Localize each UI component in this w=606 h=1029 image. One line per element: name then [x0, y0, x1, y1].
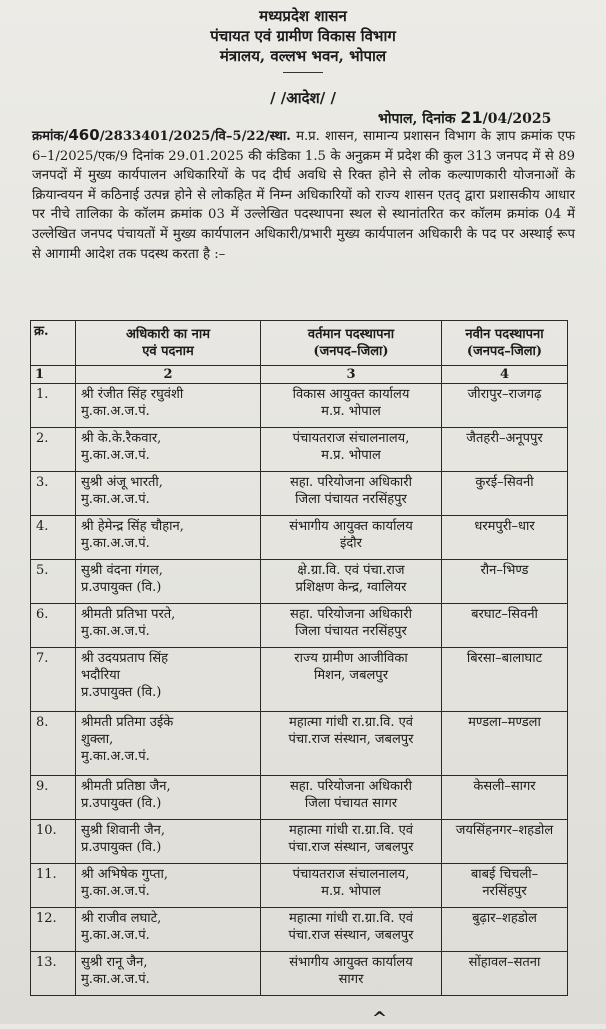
current-posting-line2: इंदौर: [340, 536, 362, 551]
reference-number: [32, 126, 291, 144]
officer-name-line2: मु.का.अ.ज.पं.: [81, 404, 150, 419]
current-posting-cell: [261, 428, 442, 472]
current-posting-line2: पंचा.राज संस्थान, जबलपुर: [288, 928, 414, 943]
new-posting-line1: रौन–भिण्ड: [480, 563, 529, 578]
current-posting-cell: [261, 864, 442, 908]
header-new-line2: (जनपद–जिला): [466, 344, 543, 359]
new-posting-line1: बरघाट–सिवनी: [471, 607, 538, 622]
column-number: 1: [31, 366, 76, 384]
current-posting-cell: [261, 908, 442, 952]
table-row: [31, 864, 568, 908]
officer-name: श्री रंजीत सिंह रघुवंशी: [81, 387, 184, 402]
current-posting-cell: [261, 952, 442, 996]
current-posting-line1: महात्मा गांधी रा.ग्रा.वि. एवं: [288, 911, 414, 926]
new-posting-line1: जीरापुर–राजगढ़: [467, 387, 542, 402]
current-posting-line1: संभागीय आयुक्त कार्यालय: [289, 519, 413, 534]
current-posting-line1: सहा. परियोजना अधिकारी: [290, 779, 412, 794]
officer-name-line2: मु.का.अ.ज.पं.: [81, 624, 150, 639]
current-posting-line2: जिला पंचायत नरसिंहपुर: [295, 492, 407, 507]
current-posting-cell: [261, 820, 442, 864]
new-posting-line1: जैतहरी–अनूपपुर: [466, 431, 543, 446]
officer-name-line2: मु.का.अ.ज.पं.: [81, 972, 150, 987]
new-posting-cell: [442, 428, 568, 472]
new-posting-cell: [442, 864, 568, 908]
current-posting-line1: महात्मा गांधी रा.ग्रा.वि. एवं: [288, 715, 414, 730]
current-posting-line1: क्षे.ग्रा.वि. एवं पंचा.राज: [297, 563, 405, 578]
officer-name-cell: [76, 560, 261, 604]
current-posting-cell: [261, 384, 442, 428]
header-department: पंचायत एवं ग्रामीण विकास विभाग: [210, 27, 396, 45]
current-posting-line2: जिला पंचायत नरसिंहपुर: [295, 624, 407, 639]
new-posting-line1: बिरसा–बालाघाट: [466, 651, 543, 666]
new-posting-line1: मण्डला–मण्डला: [468, 715, 541, 730]
officer-name-cell: [76, 776, 261, 820]
header-current-posting: [261, 321, 442, 366]
table-body: [31, 384, 568, 996]
new-posting-line1: सोंहावल–सतना: [468, 955, 541, 970]
officer-name-line3: प्र.उपायुक्त (वि.): [81, 685, 162, 700]
officer-name-line2: मु.का.अ.ज.पं.: [81, 536, 150, 551]
header-new-posting: [442, 321, 568, 366]
new-posting-line1: जयसिंहनगर–शहडोल: [455, 823, 554, 838]
new-posting-cell: [442, 648, 568, 712]
column-number: 2: [76, 366, 261, 384]
officer-name: श्री हेमेन्द्र सिंह चौहान,: [81, 519, 184, 534]
new-posting-line2: नरसिंहपुर: [482, 884, 527, 899]
current-posting-line2: म.प्र. भोपाल: [321, 884, 381, 899]
new-posting-line1: बाबई चिचली–: [470, 867, 539, 882]
serial-number: 7.: [31, 648, 76, 712]
table-row: [31, 604, 568, 648]
current-posting-line2: मिशन, जबलपुर: [313, 668, 389, 683]
officer-name-line2: मु.का.अ.ज.पं.: [81, 928, 150, 943]
serial-number: 2.: [31, 428, 76, 472]
officer-name-cell: [76, 648, 261, 712]
table-row: [31, 428, 568, 472]
new-posting-cell: [442, 952, 568, 996]
new-posting-line1: कुरई–सिवनी: [475, 475, 534, 490]
current-posting-line1: राज्य ग्रामीण आजीविका: [294, 651, 408, 666]
officer-name-cell: [76, 472, 261, 516]
new-posting-cell: [442, 604, 568, 648]
officer-name-cell: [76, 820, 261, 864]
column-number-row: [31, 366, 568, 384]
table-row: [31, 516, 568, 560]
column-number: 4: [442, 366, 568, 384]
current-posting-line1: महात्मा गांधी रा.ग्रा.वि. एवं: [288, 823, 414, 838]
table-row: [31, 908, 568, 952]
header-name-line2: एवं पदनाम: [142, 344, 194, 359]
officer-name: सुश्री वंदना गंगल,: [81, 563, 163, 578]
current-posting-line2: सागर: [338, 972, 364, 987]
officer-name-cell: [76, 604, 261, 648]
new-posting-cell: [442, 712, 568, 776]
current-posting-cell: [261, 604, 442, 648]
serial-number: 4.: [31, 516, 76, 560]
officer-name-line2: प्र.उपायुक्त (वि.): [81, 580, 162, 595]
header-divider: [283, 72, 323, 73]
current-posting-line1: सहा. परियोजना अधिकारी: [290, 475, 412, 490]
officer-name: श्री के.के.रैकवार,: [81, 431, 162, 446]
officer-name-cell: [76, 384, 261, 428]
officer-name-cell: [76, 712, 261, 776]
date-rest: /04/2025: [482, 111, 552, 127]
date-prefix: भोपाल, दिनांक: [378, 111, 456, 127]
new-posting-cell: [442, 516, 568, 560]
officer-name-cell: [76, 428, 261, 472]
table-header-row: [31, 321, 568, 366]
officer-name-line3: मु.का.अ.ज.पं.: [81, 749, 150, 764]
header-name-line1: अधिकारी का नाम: [125, 327, 211, 342]
officer-name-cell: [76, 516, 261, 560]
header-new-line1: नवीन पदस्थापना: [465, 327, 544, 342]
officer-name-line2: मु.का.अ.ज.पं.: [81, 448, 150, 463]
order-title: / /आदेश/ /: [270, 89, 336, 107]
officer-name: सुश्री अंजू भारती,: [81, 475, 163, 490]
officer-name: सुश्री शिवानी जैन,: [81, 823, 166, 838]
current-posting-cell: [261, 776, 442, 820]
officer-name: श्रीमती प्रतिष्ठा जैन,: [81, 779, 171, 794]
body-paragraph: म.प्र. शासन, सामान्य प्रशासन विभाग के ज्ञाप क्रमांक एफ 6–1/2025/एक/9 दिनांक 29.01.2025 की कंडिका 1.5 के अनुक्रम में प्रदेश की कुल 313 जनपद में से 89 जनपदों में मुख्य कार्यपालन अधिकारियों के पद दीर्घ अवधि से रिक्त होने से लोक कल्याणकारी योजनाओं के क्रियान्वयन में कठिनाई उत्पन्न होने से लोकहित में निम्न अधिकारियों को राज्य शासन एतद् द्वारा प्रशासकीय आधार पर नीचे तालिका के कॉलम क्रमांक 03 में उल्लेखित पदस्थापना स्थल से स्थानांतरित कर कॉलम क्रमांक 04 में उल्लेखित जनपद पंचायतों में मुख्य कार्यपालन अधिकारी/प्रभारी मुख्य कार्यपालन अधिकारी के पद पर अस्थाई रूप से आगामी आदेश तक पदस्थ करता है :–: [32, 129, 575, 262]
current-posting-line2: म.प्र. भोपाल: [321, 448, 381, 463]
serial-number: 6.: [31, 604, 76, 648]
officer-name: श्री अभिषेक गुप्ता,: [81, 867, 169, 882]
new-posting-cell: [442, 560, 568, 604]
header-current-line2: (जनपद–जिला): [313, 344, 389, 359]
new-posting-line1: धरमपुरी–धार: [474, 519, 535, 534]
officer-name: श्रीमती प्रतिमा उईके: [81, 715, 174, 730]
order-body: [32, 126, 575, 264]
current-posting-line1: पंचायतराज संचालनालय,: [292, 867, 410, 882]
serial-number: 10.: [31, 820, 76, 864]
table-row: [31, 776, 568, 820]
officer-name-line2: मु.का.अ.ज.पं.: [81, 492, 150, 507]
officer-name: श्रीमती प्रतिभा परते,: [81, 607, 176, 622]
new-posting-cell: [442, 384, 568, 428]
officer-name-line2: प्र.उपायुक्त (वि.): [81, 796, 162, 811]
date-day-handwritten: 21: [460, 108, 483, 127]
header-name: [76, 321, 261, 366]
table-row: [31, 472, 568, 516]
officer-name: श्री राजीव लघाटे,: [81, 911, 162, 926]
table-row: [31, 952, 568, 996]
current-posting-cell: [261, 648, 442, 712]
officer-name-line2: मु.का.अ.ज.पं.: [81, 884, 150, 899]
current-posting-line2: म.प्र. भोपाल: [321, 404, 381, 419]
reference-prefix: क्रमांक/: [32, 129, 69, 144]
new-posting-cell: [442, 472, 568, 516]
table-row: [31, 384, 568, 428]
serial-number: 13.: [31, 952, 76, 996]
serial-number: 3.: [31, 472, 76, 516]
transfer-table: [30, 320, 568, 996]
current-posting-line2: प्रशिक्षण केन्द्र, ग्वालियर: [295, 580, 407, 595]
officer-name-cell: [76, 864, 261, 908]
new-posting-cell: [442, 776, 568, 820]
current-posting-line1: विकास आयुक्त कार्यालय: [292, 387, 410, 402]
serial-number: 5.: [31, 560, 76, 604]
officer-name: सुश्री रानू जैन,: [81, 955, 148, 970]
page-edge-mark: ^: [372, 1008, 388, 1029]
header-sn: क्र.: [31, 321, 76, 366]
table-row: [31, 712, 568, 776]
reference-rest: /2833401/2025/वि–5/22/स्था.: [99, 129, 291, 144]
header-government: मध्यप्रदेश शासन: [259, 7, 347, 25]
serial-number: 8.: [31, 712, 76, 776]
officer-name-cell: [76, 952, 261, 996]
table-row: [31, 820, 568, 864]
current-posting-line1: पंचायतराज संचालनालय,: [292, 431, 410, 446]
current-posting-line1: सहा. परियोजना अधिकारी: [290, 607, 412, 622]
current-posting-cell: [261, 560, 442, 604]
officer-name-cell: [76, 908, 261, 952]
date-line: [378, 108, 551, 128]
current-posting-cell: [261, 712, 442, 776]
current-posting-cell: [261, 516, 442, 560]
officer-name-line2: प्र.उपायुक्त (वि.): [81, 840, 162, 855]
new-posting-cell: [442, 820, 568, 864]
serial-number: 9.: [31, 776, 76, 820]
officer-name-line2: शुक्ला,: [81, 732, 114, 747]
reference-handwritten-number: 460: [68, 126, 100, 144]
officer-name: श्री उदयप्रताप सिंह: [81, 651, 169, 666]
current-posting-cell: [261, 472, 442, 516]
column-number: 3: [261, 366, 442, 384]
current-posting-line2: पंचा.राज संस्थान, जबलपुर: [288, 840, 414, 855]
new-posting-cell: [442, 908, 568, 952]
header-current-line1: वर्तमान पदस्थापना: [307, 327, 395, 342]
new-posting-line1: बुढ़ार–शहडोल: [472, 911, 537, 926]
serial-number: 12.: [31, 908, 76, 952]
officer-name-line2: भदौरिया: [81, 668, 121, 683]
new-posting-line1: केसली–सागर: [473, 779, 536, 794]
table-row: [31, 560, 568, 604]
table-row: [31, 648, 568, 712]
serial-number: 11.: [31, 864, 76, 908]
current-posting-line1: संभागीय आयुक्त कार्यालय: [289, 955, 413, 970]
current-posting-line2: पंचा.राज संस्थान, जबलपुर: [288, 732, 414, 747]
current-posting-line2: जिला पंचायत सागर: [304, 796, 398, 811]
header-address: मंत्रालय, वल्लभ भवन, भोपाल: [219, 47, 387, 65]
serial-number: 1.: [31, 384, 76, 428]
